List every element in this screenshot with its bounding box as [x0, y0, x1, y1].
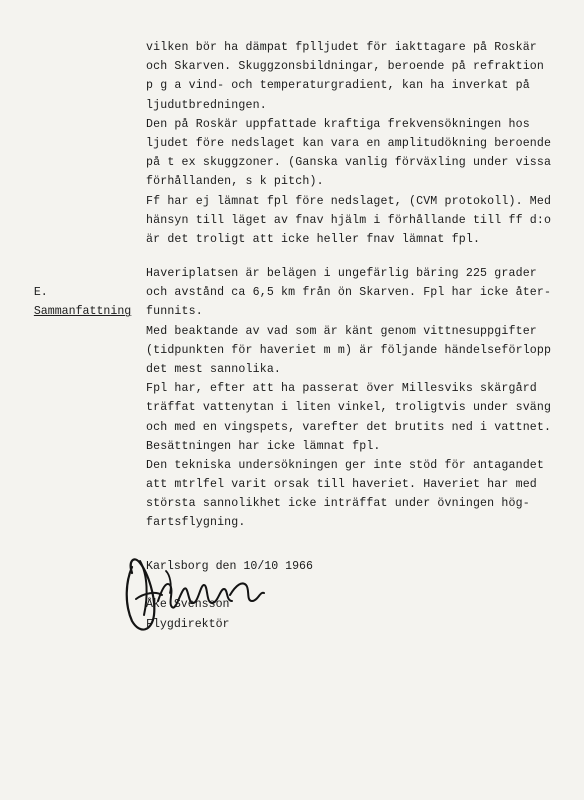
text-line: hänsyn till läget av fnav hjälm i förhållande till ff d:o [146, 213, 552, 227]
text-line: Haveriplatsen är belägen i ungefärlig bäring 225 grader [146, 267, 537, 280]
text-line: att mtrlfel varit orsak till haveriet. Haveriet har med [146, 478, 537, 492]
text-line: Ff har ej lämnat fpl före nedslaget, (CVM protokoll). Med [146, 194, 552, 208]
text-line: på t ex skuggzoner. (Ganska vanlig förväxling under vissa [146, 156, 552, 170]
text-line: Med beaktande av vad som är känt genom vittnesuppgifter [146, 324, 537, 338]
text-line: och avstånd ca 6,5 km från ön Skarven. Fpl har icke åter- [146, 286, 552, 300]
text-line: träffat vattenytan i liten vinkel, troligtvis under sväng [146, 401, 552, 415]
body-paragraphs [146, 38, 566, 249]
text-line: och med en vingspets, varefter det brutits ned i vattnet. [146, 420, 552, 434]
summary-paragraphs [146, 264, 566, 533]
text-line: Fpl har, efter att ha passerat över Millesviks skärgård [146, 382, 537, 396]
section-heading [6, 264, 131, 341]
text-line: Besättningen har icke lämnat fpl. [146, 439, 381, 453]
text-line: största sannolikhet icke inträffat under övningen hög- [146, 497, 530, 511]
signer-name: Åke Svensson [146, 598, 230, 611]
section-title: Sammanfattning [33, 305, 132, 319]
text-line: vilken bör ha dämpat fplljudet för iakttagare på Roskär [146, 41, 537, 54]
place-date: Karlsborg den 10/10 1966 [146, 560, 313, 573]
section-letter: E. [33, 286, 48, 300]
text-line: är det troligt att icke heller fnav lämnat fpl. [146, 232, 481, 246]
text-line: funnits. [146, 305, 203, 319]
text-line: Den tekniska undersökningen ger inte stöd för antagandet [146, 458, 545, 472]
text-line: ljudet före nedslaget kan vara en amplitudökning beroende [146, 136, 552, 150]
text-line: p g a vind- och temperaturgradient, kan ha inverkat på [146, 79, 530, 93]
text-line: ljudutbredningen. [146, 98, 267, 112]
text-line: förhållanden, s k pitch). [146, 175, 324, 189]
signer-role: Flygdirektör [146, 618, 230, 631]
text-line: och Skarven. Skuggzonsbildningar, beroende på refraktion [146, 60, 545, 74]
text-line: (tidpunkten för haveriet m m) är följande händelseförlopp [146, 343, 552, 357]
text-line: Den på Roskär uppfattade kraftiga frekvensökningen hos [146, 117, 530, 131]
text-line: fartsflygning. [146, 516, 246, 530]
text-line: det mest sannolika. [146, 362, 282, 376]
handwritten-signature [118, 545, 268, 640]
